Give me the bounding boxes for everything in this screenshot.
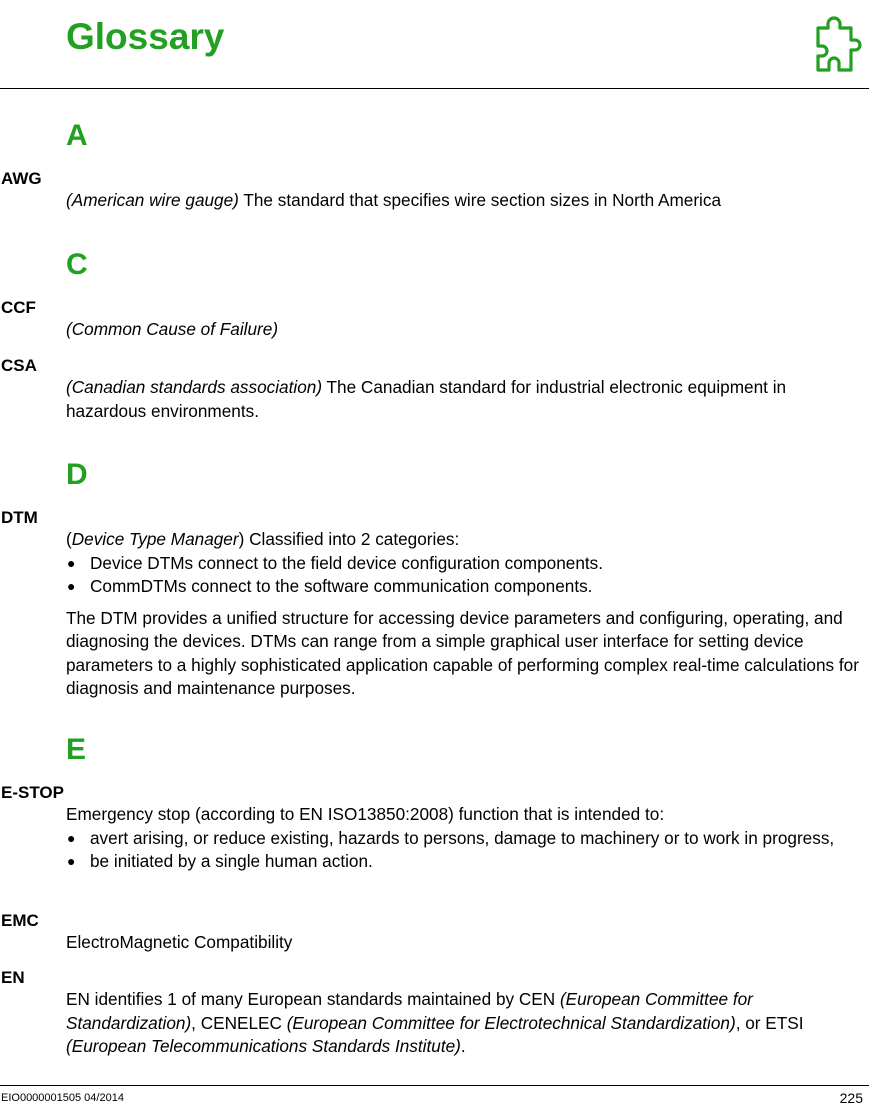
term-emc: EMC (1, 911, 39, 930)
csa-abbr: (Canadian standards association) (66, 377, 323, 397)
section-letter-a: A (66, 119, 88, 152)
section-letter-d: D (66, 458, 88, 491)
definition-estop (66, 803, 869, 874)
term-en: EN (1, 968, 25, 987)
dtm-paragraph: The DTM provides a unified structure for accessing device parameters and configuring, operating, and diagnosing the devices. DTMs can range from a simple graphical user interface for setting device parameters to a highly sophisticated application capable of performing complex real-time calculations for diagnosis and maintenance purposes. (66, 607, 859, 698)
awg-abbr: (American wire gauge) (66, 190, 239, 210)
page-title: Glossary (66, 16, 225, 57)
definition-ccf (66, 318, 869, 342)
term-csa: CSA (1, 356, 37, 375)
dtm-bullet-list (66, 552, 869, 599)
page-number: 225 (839, 1090, 863, 1106)
footer-doc-code: EIO0000001505 04/2014 (1, 1092, 124, 1104)
definition-emc: ElectroMagnetic Compatibility (66, 932, 293, 952)
list-item: ● Device DTMs connect to the field device configuration components. (67, 552, 604, 573)
list-item: ● CommDTMs connect to the software communication components. (67, 576, 593, 596)
definition-csa (66, 376, 869, 423)
footer-rule (0, 1085, 869, 1086)
ccf-abbr: (Common Cause of Failure) (66, 319, 279, 339)
header-rule (0, 88, 869, 89)
awg-text: The standard that specifies wire section sizes in North America (238, 190, 722, 210)
section-letter-e: E (66, 733, 87, 766)
list-item: ● be initiated by a single human action. (67, 851, 373, 871)
dtm-abbr: Device Type Manager (71, 529, 239, 549)
dtm-close: ) Classified into 2 categories: (238, 529, 460, 549)
term-estop: E-STOP (1, 783, 64, 802)
term-awg: AWG (1, 169, 42, 188)
definition-awg (66, 189, 869, 213)
estop-intro: Emergency stop (according to EN ISO13850:2008) function that is intended to: (66, 804, 665, 824)
list-item: ● avert arising, or reduce existing, hazards to persons, damage to machinery or to work in progress, (67, 827, 835, 848)
definition-en: EN identifies 1 of many European standards maintained by CEN (European Committee for Standardization), CENELEC (European Committee for Electrotechnical Standardization), or ETSI (European Telecommunications Standards Institute). (66, 989, 804, 1056)
estop-bullet-list (66, 827, 869, 874)
definition-dtm (66, 528, 869, 701)
section-letter-c: C (66, 248, 88, 281)
dtm-open: ( (66, 529, 72, 549)
puzzle-piece-icon (814, 16, 864, 72)
term-dtm: DTM (1, 508, 38, 527)
term-ccf: CCF (1, 298, 36, 317)
csa-text: The Canadian standard for industrial electronic equipment in hazardous environments. (66, 377, 787, 421)
